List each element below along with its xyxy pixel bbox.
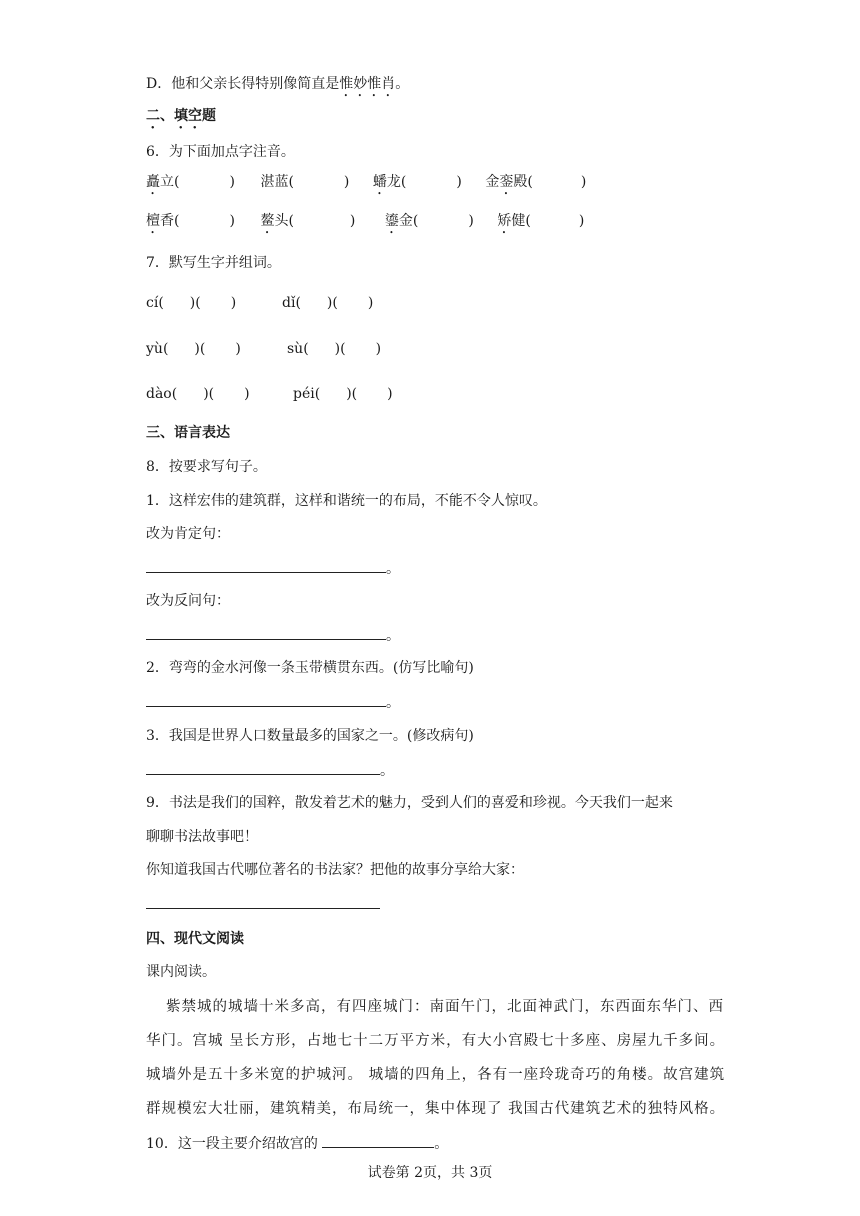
- q9-answer-line: [146, 894, 380, 915]
- q6-item: 矫健( ): [497, 213, 585, 229]
- q8-answer-line-4: 。: [146, 760, 394, 781]
- q6-item: 蟠龙( ): [372, 174, 462, 190]
- q7-row-2: [146, 339, 381, 359]
- q8-answer-line-1: 。: [146, 558, 400, 579]
- q7-item: dǐ( )( ): [282, 295, 374, 311]
- q6-item: 鳌头( ): [260, 213, 356, 229]
- q8-sentence-2: 2．弯弯的金水河像一条玉带横贯东西。(仿写比喻句): [146, 660, 474, 676]
- q7-item: dào( )( ): [146, 386, 250, 402]
- answer-blank[interactable]: [146, 625, 386, 640]
- section-4-subtitle: 课内阅读。: [146, 964, 216, 980]
- q10-question: 10．这一段主要介绍故宫的 。: [146, 1133, 448, 1154]
- q6-item: 金銮殿( ): [485, 174, 587, 190]
- q8-answer-line-2: 。: [146, 625, 400, 646]
- answer-blank[interactable]: [146, 558, 386, 573]
- q7-item: péi( )( ): [293, 386, 393, 402]
- passage-line: 紫禁城的城墙十米多高，有四座城门：南面午门，北面神武门，东西面东华门、西: [166, 999, 724, 1015]
- q8-sentence-3: 3．我国是世界人口数量最多的国家之一。(修改病句): [146, 728, 474, 744]
- q8-sentence-1: 1．这样宏伟的建筑群，这样和谐统一的布局，不能不令人惊叹。: [146, 493, 547, 509]
- q5-option-d: D．他和父亲长得特别像简直是惟妙惟肖。: [146, 76, 410, 92]
- reading-passage: [146, 990, 726, 1126]
- q6-item: 湛蓝( ): [260, 174, 350, 190]
- q6-item: 矗立( ): [146, 174, 235, 190]
- q8-answer-line-3: 。: [146, 692, 400, 713]
- q7-item: yù( )( ): [146, 341, 241, 357]
- q7-title: 7．默写生字并组词。: [146, 255, 281, 271]
- q8-instruction-rhetorical: 改为反问句：: [146, 593, 230, 609]
- q7-row-3: [146, 384, 393, 404]
- q8-title: 8．按要求写句子。: [146, 459, 267, 475]
- q7-item: sù( )( ): [287, 341, 382, 357]
- q6-item: 檀香( ): [146, 213, 235, 229]
- q6-row-1: [146, 172, 605, 198]
- q9-line-1: 9．书法是我们的国粹，散发着艺术的魅力，受到人们的喜爱和珍视。今天我们一起来: [146, 795, 673, 811]
- answer-blank[interactable]: [322, 1133, 434, 1148]
- answer-blank[interactable]: [146, 894, 380, 909]
- section-3-title: 三、语言表达: [146, 425, 230, 441]
- q8-instruction-affirmative: 改为肯定句：: [146, 526, 230, 542]
- section-2-title: 二、填空题: [146, 108, 216, 124]
- q9-line-2: 聊聊书法故事吧！: [146, 829, 258, 845]
- section-4-title: 四、现代文阅读: [146, 931, 244, 947]
- q6-title: 6．为下面加点字注音。: [146, 144, 295, 160]
- q6-item: 鎏金( ): [384, 213, 474, 229]
- page-footer: 试卷第 2页，共 3页: [367, 1165, 493, 1181]
- answer-blank[interactable]: [146, 692, 386, 707]
- answer-blank[interactable]: [146, 760, 380, 775]
- passage-line: 华门。宫城 呈长方形，占地七十二万平方米，有大小宫殿七十多座、房屋九千多间。: [146, 1033, 726, 1049]
- passage-line: 群规模宏大壮丽，建筑精美，布局统一，集中体现了 我国古代建筑艺术的独特风格。: [146, 1101, 726, 1117]
- q6-row-2: [146, 211, 607, 237]
- q9-line-3: 你知道我国古代哪位著名的书法家？把他的故事分享给大家：: [146, 862, 524, 878]
- dotted-phrase: 惟妙惟肖: [339, 76, 396, 92]
- passage-line: 城墙外是五十多米宽的护城河。 城墙的四角上，各有一座玲珑奇巧的角楼。故宫建筑: [146, 1067, 726, 1083]
- q7-row-1: [146, 293, 373, 313]
- q7-item: cí( )( ): [146, 295, 237, 311]
